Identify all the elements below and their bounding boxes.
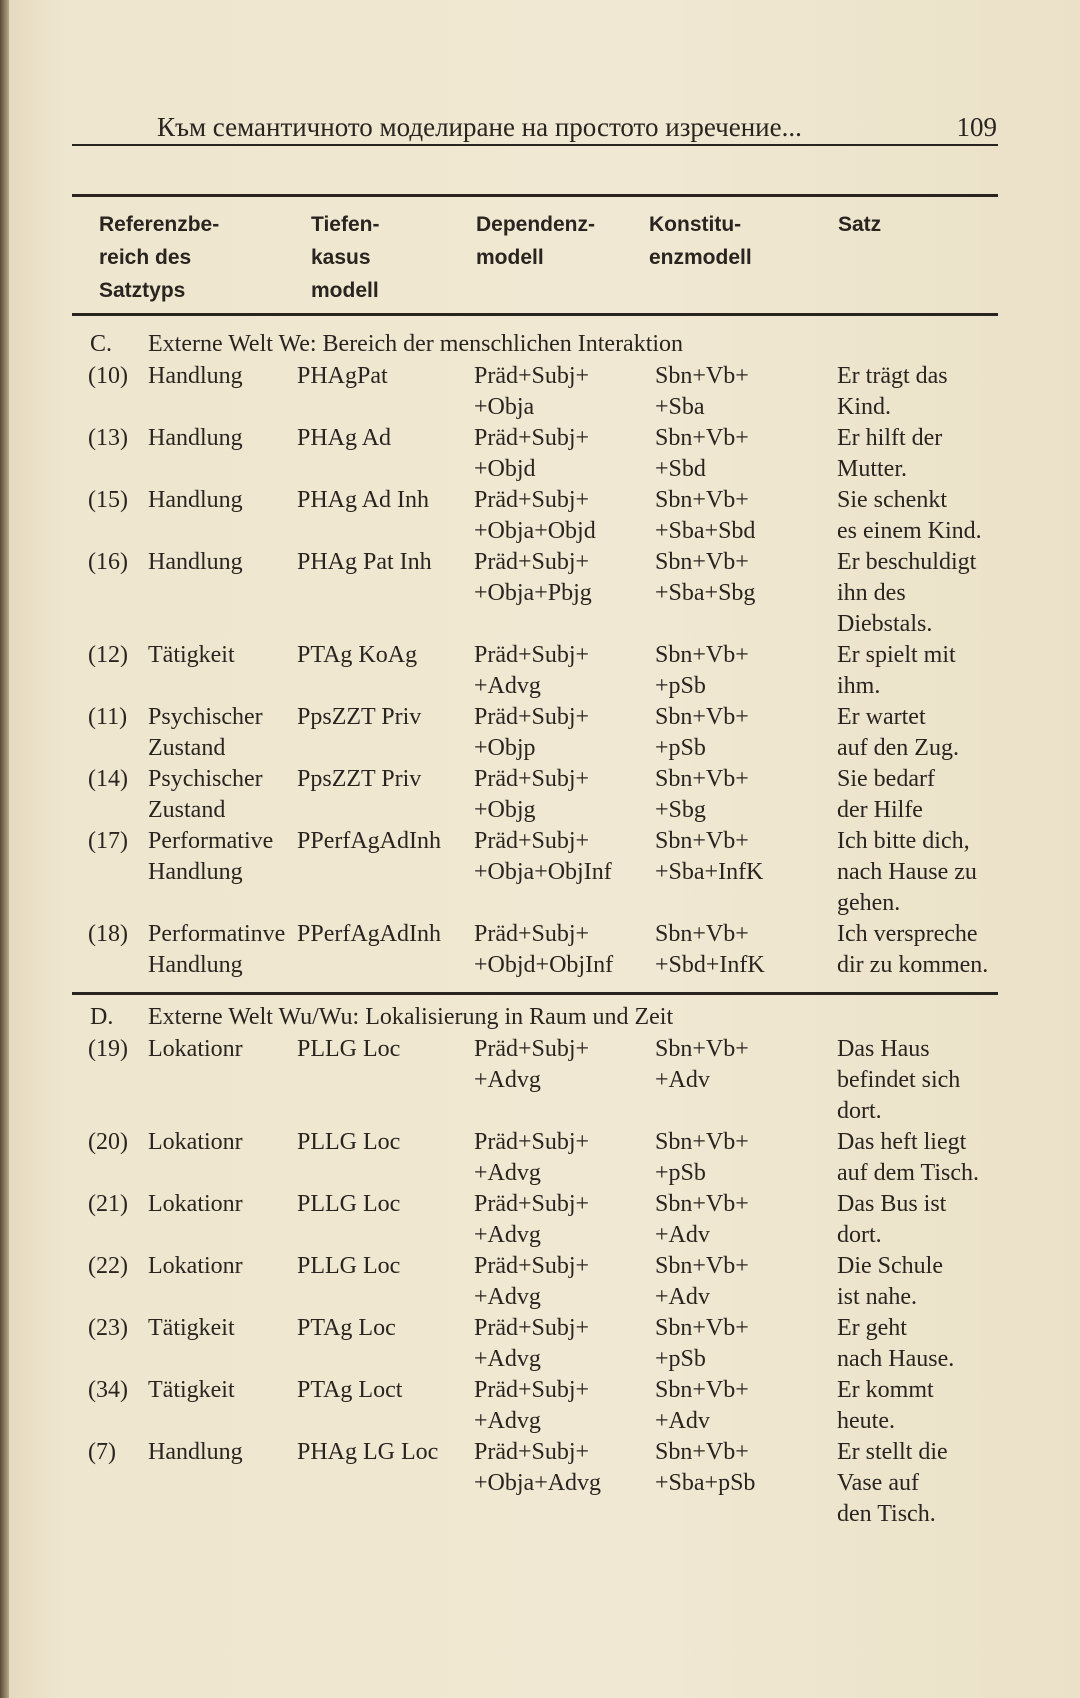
konstituenz-cell bbox=[655, 1251, 749, 1313]
cell-line: heute. bbox=[837, 1408, 895, 1434]
cell-line: Präd+Subj+ bbox=[474, 1253, 590, 1279]
cell-line: Präd+Subj+ bbox=[474, 642, 590, 668]
cell-line: Die Schule bbox=[837, 1253, 943, 1279]
cell-line: +Sbd bbox=[655, 456, 706, 482]
cell-line: Lokationr bbox=[148, 1129, 243, 1155]
satz-cell bbox=[837, 1375, 934, 1437]
row-number: (16) bbox=[88, 549, 128, 575]
konstituenz-cell bbox=[655, 423, 749, 485]
cell-line: nach Hause zu bbox=[837, 859, 977, 885]
cell-line: Lokationr bbox=[148, 1191, 243, 1217]
cell-line: +pSb bbox=[655, 735, 706, 761]
referenzbereich-cell bbox=[148, 1437, 243, 1468]
cell-line: Handlung bbox=[148, 363, 243, 389]
header-konstituenzmodell: Konstitu- enzmodell bbox=[649, 213, 752, 269]
cell-line: Sbn+Vb+ bbox=[655, 1191, 749, 1217]
section-title: Externe Welt Wu/Wu: Lokalisierung in Raum und Zeit bbox=[148, 1004, 674, 1030]
cell-line: +Advg bbox=[474, 1346, 541, 1372]
section-letter: D. bbox=[90, 1004, 114, 1030]
cell-line: Präd+Subj+ bbox=[474, 704, 590, 730]
row-number: (7) bbox=[88, 1439, 116, 1465]
referenzbereich-cell bbox=[148, 1127, 243, 1158]
satz-cell bbox=[837, 1313, 954, 1375]
cell-line: Sbn+Vb+ bbox=[655, 642, 749, 668]
cell-line: Ich verspreche bbox=[837, 921, 978, 947]
dependenz-cell bbox=[474, 919, 613, 981]
section-divider-rule bbox=[72, 992, 998, 995]
referenzbereich-cell bbox=[148, 423, 243, 454]
cell-line: +Obja+ObjInf bbox=[474, 859, 612, 885]
tiefenkasus-cell: PLLG Loc bbox=[297, 1191, 401, 1217]
cell-line: +Objp bbox=[474, 735, 536, 761]
cell-line: Lokationr bbox=[148, 1253, 243, 1279]
tiefenkasus-cell: PLLG Loc bbox=[297, 1129, 401, 1155]
cell-line: Präd+Subj+ bbox=[474, 1191, 590, 1217]
konstituenz-cell bbox=[655, 361, 749, 423]
cell-line: gehen. bbox=[837, 890, 901, 916]
dependenz-cell bbox=[474, 640, 589, 702]
konstituenz-cell bbox=[655, 640, 749, 702]
cell-line: Psychischer bbox=[148, 704, 263, 730]
cell-line: +Sba+pSb bbox=[655, 1470, 756, 1496]
referenzbereich-cell bbox=[148, 361, 243, 392]
cell-line: Präd+Subj+ bbox=[474, 1439, 590, 1465]
cell-line: Zustand bbox=[148, 735, 226, 761]
cell-line: ihn des bbox=[837, 580, 906, 606]
satz-cell bbox=[837, 423, 942, 485]
cell-line: Sbn+Vb+ bbox=[655, 1377, 749, 1403]
cell-line: Sbn+Vb+ bbox=[655, 487, 749, 513]
cell-line: den Tisch. bbox=[837, 1501, 936, 1527]
header-bottom-rule bbox=[72, 313, 998, 316]
dependenz-cell bbox=[474, 1313, 589, 1375]
header-dependenzmodell: Dependenz- modell bbox=[476, 213, 596, 269]
cell-line: Das Bus ist bbox=[837, 1191, 947, 1217]
tiefenkasus-cell: PHAgPat bbox=[297, 363, 388, 389]
cell-line: auf den Zug. bbox=[837, 735, 959, 761]
referenzbereich-cell bbox=[148, 919, 285, 981]
cell-line: +pSb bbox=[655, 673, 706, 699]
cell-line: Er spielt mit bbox=[837, 642, 956, 668]
cell-line: Sbn+Vb+ bbox=[655, 363, 749, 389]
cell-line: +Obja+Objd bbox=[474, 518, 596, 544]
section-d-heading bbox=[90, 1004, 673, 1031]
satz-cell bbox=[837, 1127, 979, 1189]
tiefenkasus-cell: PpsZZT Priv bbox=[297, 766, 422, 792]
tiefenkasus-cell: PTAg Loc bbox=[297, 1315, 396, 1341]
cell-line: Präd+Subj+ bbox=[474, 766, 590, 792]
cell-line: Sie schenkt bbox=[837, 487, 947, 513]
cell-line: Diebstals. bbox=[837, 611, 933, 637]
referenzbereich-cell bbox=[148, 1375, 235, 1406]
cell-line: Er beschuldigt bbox=[837, 549, 977, 575]
konstituenz-cell bbox=[655, 702, 749, 764]
konstituenz-cell bbox=[655, 485, 755, 547]
cell-line: Präd+Subj+ bbox=[474, 1129, 590, 1155]
referenzbereich-cell bbox=[148, 1313, 235, 1344]
konstituenz-cell bbox=[655, 1313, 749, 1375]
dependenz-cell bbox=[474, 361, 589, 423]
cell-line: +Advg bbox=[474, 1284, 541, 1310]
row-number: (11) bbox=[88, 704, 128, 730]
cell-line: ist nahe. bbox=[837, 1284, 917, 1310]
cell-line: Sbn+Vb+ bbox=[655, 549, 749, 575]
konstituenz-cell bbox=[655, 1437, 755, 1499]
cell-line: Er wartet bbox=[837, 704, 926, 730]
referenzbereich-cell bbox=[148, 547, 243, 578]
cell-line: dort. bbox=[837, 1098, 882, 1124]
cell-line: Er stellt die bbox=[837, 1439, 948, 1465]
cell-line: Präd+Subj+ bbox=[474, 828, 590, 854]
row-number: (21) bbox=[88, 1191, 128, 1217]
satz-cell bbox=[837, 1034, 960, 1127]
page-number: 109 bbox=[956, 112, 997, 142]
konstituenz-cell bbox=[655, 1189, 749, 1251]
row-number: (13) bbox=[88, 425, 128, 451]
dependenz-cell bbox=[474, 423, 589, 485]
cell-line: +Advg bbox=[474, 1067, 541, 1093]
cell-line: nach Hause. bbox=[837, 1346, 955, 1372]
konstituenz-cell bbox=[655, 826, 763, 888]
cell-line: Kind. bbox=[837, 394, 891, 420]
cell-line: Sbn+Vb+ bbox=[655, 1253, 749, 1279]
cell-line: +Objg bbox=[474, 797, 536, 823]
row-number: (10) bbox=[88, 363, 128, 389]
cell-line: Ich bitte dich, bbox=[837, 828, 970, 854]
section-title: Externe Welt We: Bereich der menschlichen Interaktion bbox=[148, 331, 684, 357]
cell-line: +Obja+Pbjg bbox=[474, 580, 592, 606]
cell-line: Handlung bbox=[148, 425, 243, 451]
section-letter: C. bbox=[90, 331, 113, 357]
row-number: (18) bbox=[88, 921, 128, 947]
cell-line: +Advg bbox=[474, 1222, 541, 1248]
satz-cell bbox=[837, 1251, 943, 1313]
cell-line: Performative bbox=[148, 828, 274, 854]
dependenz-cell bbox=[474, 1437, 601, 1499]
cell-line: Sbn+Vb+ bbox=[655, 828, 749, 854]
referenzbereich-cell bbox=[148, 1034, 243, 1065]
referenzbereich-cell bbox=[148, 764, 263, 826]
cell-line: +Sbd+InfK bbox=[655, 952, 765, 978]
konstituenz-cell bbox=[655, 1034, 749, 1096]
cell-line: Er hilft der bbox=[837, 425, 943, 451]
cell-line: +pSb bbox=[655, 1346, 706, 1372]
tiefenkasus-cell: PpsZZT Priv bbox=[297, 704, 422, 730]
cell-line: dort. bbox=[837, 1222, 882, 1248]
dependenz-cell bbox=[474, 702, 589, 764]
referenzbereich-cell bbox=[148, 1251, 243, 1282]
cell-line: Sbn+Vb+ bbox=[655, 766, 749, 792]
row-number: (20) bbox=[88, 1129, 128, 1155]
dependenz-cell bbox=[474, 1034, 589, 1096]
referenzbereich-cell bbox=[148, 1189, 243, 1220]
satz-cell bbox=[837, 1189, 946, 1251]
tiefenkasus-cell: PTAg Loct bbox=[297, 1377, 403, 1403]
row-number: (19) bbox=[88, 1036, 128, 1062]
dependenz-cell bbox=[474, 1251, 589, 1313]
referenzbereich-cell bbox=[148, 485, 243, 516]
table-top-rule bbox=[72, 194, 998, 197]
cell-line: Vase auf bbox=[837, 1470, 919, 1496]
cell-line: dir zu kommen. bbox=[837, 952, 989, 978]
cell-line: Sbn+Vb+ bbox=[655, 921, 749, 947]
cell-line: Tätigkeit bbox=[148, 1377, 235, 1403]
cell-line: Tätigkeit bbox=[148, 642, 235, 668]
dependenz-cell bbox=[474, 1375, 589, 1437]
cell-line: Präd+Subj+ bbox=[474, 425, 590, 451]
konstituenz-cell bbox=[655, 919, 765, 981]
header-satz: Satz bbox=[838, 213, 882, 236]
cell-line: Sbn+Vb+ bbox=[655, 704, 749, 730]
satz-cell bbox=[837, 1437, 948, 1530]
cell-line: Sbn+Vb+ bbox=[655, 1315, 749, 1341]
cell-line: befindet sich bbox=[837, 1067, 961, 1093]
cell-line: Sbn+Vb+ bbox=[655, 1129, 749, 1155]
dependenz-cell bbox=[474, 1189, 589, 1251]
cell-line: +Obja+Advg bbox=[474, 1470, 602, 1496]
tiefenkasus-cell: PLLG Loc bbox=[297, 1036, 401, 1062]
row-number: (34) bbox=[88, 1377, 128, 1403]
cell-line: Sbn+Vb+ bbox=[655, 1439, 749, 1465]
row-number: (17) bbox=[88, 828, 128, 854]
cell-line: +Sbg bbox=[655, 797, 706, 823]
cell-line: Handlung bbox=[148, 1439, 243, 1465]
running-head-title: Към семантичното моделиране на простото изречение... bbox=[157, 112, 802, 142]
cell-line: +Sba+Sbd bbox=[655, 518, 756, 544]
cell-line: Psychischer bbox=[148, 766, 263, 792]
satz-cell bbox=[837, 919, 988, 981]
tiefenkasus-cell: PHAg LG Loc bbox=[297, 1439, 439, 1465]
cell-line: +Advg bbox=[474, 673, 541, 699]
satz-cell bbox=[837, 485, 982, 547]
cell-line: Handlung bbox=[148, 487, 243, 513]
referenzbereich-cell bbox=[148, 702, 263, 764]
cell-line: ihm. bbox=[837, 673, 881, 699]
cell-line: Präd+Subj+ bbox=[474, 549, 590, 575]
cell-line: Präd+Subj+ bbox=[474, 1315, 590, 1341]
satz-cell bbox=[837, 640, 956, 702]
tiefenkasus-cell: PHAg Pat Inh bbox=[297, 549, 432, 575]
tiefenkasus-cell: PPerfAgAdInh bbox=[297, 828, 441, 854]
cell-line: +Advg bbox=[474, 1408, 541, 1434]
konstituenz-cell bbox=[655, 1127, 749, 1189]
tiefenkasus-cell: PPerfAgAdInh bbox=[297, 921, 441, 947]
running-head-rule bbox=[72, 144, 998, 146]
page-gutter-shadow bbox=[0, 0, 9, 1698]
tiefenkasus-cell: PHAg Ad bbox=[297, 425, 392, 451]
cell-line: Präd+Subj+ bbox=[474, 1036, 590, 1062]
cell-line: Tätigkeit bbox=[148, 1315, 235, 1341]
satz-cell bbox=[837, 764, 935, 826]
cell-line: +Adv bbox=[655, 1067, 710, 1093]
cell-line: der Hilfe bbox=[837, 797, 923, 823]
satz-cell bbox=[837, 361, 948, 423]
cell-line: +Adv bbox=[655, 1284, 710, 1310]
cell-line: Präd+Subj+ bbox=[474, 487, 590, 513]
row-number: (14) bbox=[88, 766, 128, 792]
dependenz-cell bbox=[474, 485, 596, 547]
cell-line: +Sba+Sbg bbox=[655, 580, 756, 606]
row-number: (23) bbox=[88, 1315, 128, 1341]
dependenz-cell bbox=[474, 547, 592, 609]
cell-line: +Sba bbox=[655, 394, 705, 420]
satz-cell bbox=[837, 547, 976, 640]
dependenz-cell bbox=[474, 826, 612, 888]
row-number: (12) bbox=[88, 642, 128, 668]
tiefenkasus-cell: PTAg KoAg bbox=[297, 642, 418, 668]
cell-line: Handlung bbox=[148, 549, 243, 575]
satz-cell bbox=[837, 826, 977, 919]
cell-line: Präd+Subj+ bbox=[474, 921, 590, 947]
cell-line: Er trägt das bbox=[837, 363, 948, 389]
referenzbereich-cell bbox=[148, 640, 235, 671]
cell-line: Das heft liegt bbox=[837, 1129, 967, 1155]
cell-line: Er geht bbox=[837, 1315, 907, 1341]
cell-line: +Objd+ObjInf bbox=[474, 952, 614, 978]
row-number: (15) bbox=[88, 487, 128, 513]
cell-line: +pSb bbox=[655, 1160, 706, 1186]
tiefenkasus-cell: PHAg Ad Inh bbox=[297, 487, 430, 513]
cell-line: Präd+Subj+ bbox=[474, 1377, 590, 1403]
cell-line: Zustand bbox=[148, 797, 226, 823]
satz-cell bbox=[837, 702, 959, 764]
cell-line: Performatinve bbox=[148, 921, 286, 947]
cell-line: Mutter. bbox=[837, 456, 907, 482]
konstituenz-cell bbox=[655, 547, 755, 609]
cell-line: Das Haus bbox=[837, 1036, 930, 1062]
referenzbereich-cell bbox=[148, 826, 273, 888]
dependenz-cell bbox=[474, 1127, 589, 1189]
cell-line: +Advg bbox=[474, 1160, 541, 1186]
cell-line: Sie bedarf bbox=[837, 766, 935, 792]
cell-line: Präd+Subj+ bbox=[474, 363, 590, 389]
dependenz-cell bbox=[474, 764, 589, 826]
cell-line: +Sba+InfK bbox=[655, 859, 764, 885]
cell-line: +Obja bbox=[474, 394, 535, 420]
cell-line: Handlung bbox=[148, 952, 243, 978]
running-head bbox=[157, 112, 997, 152]
cell-line: +Adv bbox=[655, 1222, 710, 1248]
header-tiefenkasus: Tiefen- kasus modell bbox=[311, 213, 380, 302]
cell-line: Sbn+Vb+ bbox=[655, 425, 749, 451]
cell-line: Er kommt bbox=[837, 1377, 934, 1403]
konstituenz-cell bbox=[655, 1375, 749, 1437]
cell-line: Sbn+Vb+ bbox=[655, 1036, 749, 1062]
cell-line: +Adv bbox=[655, 1408, 710, 1434]
cell-line: Lokationr bbox=[148, 1036, 243, 1062]
section-c-heading bbox=[90, 331, 683, 358]
header-referenzbereich: Referenzbe- reich des Satztyps bbox=[99, 213, 220, 302]
cell-line: es einem Kind. bbox=[837, 518, 982, 544]
konstituenz-cell bbox=[655, 764, 749, 826]
cell-line: auf dem Tisch. bbox=[837, 1160, 980, 1186]
cell-line: +Objd bbox=[474, 456, 536, 482]
cell-line: Handlung bbox=[148, 859, 243, 885]
row-number: (22) bbox=[88, 1253, 128, 1279]
tiefenkasus-cell: PLLG Loc bbox=[297, 1253, 401, 1279]
